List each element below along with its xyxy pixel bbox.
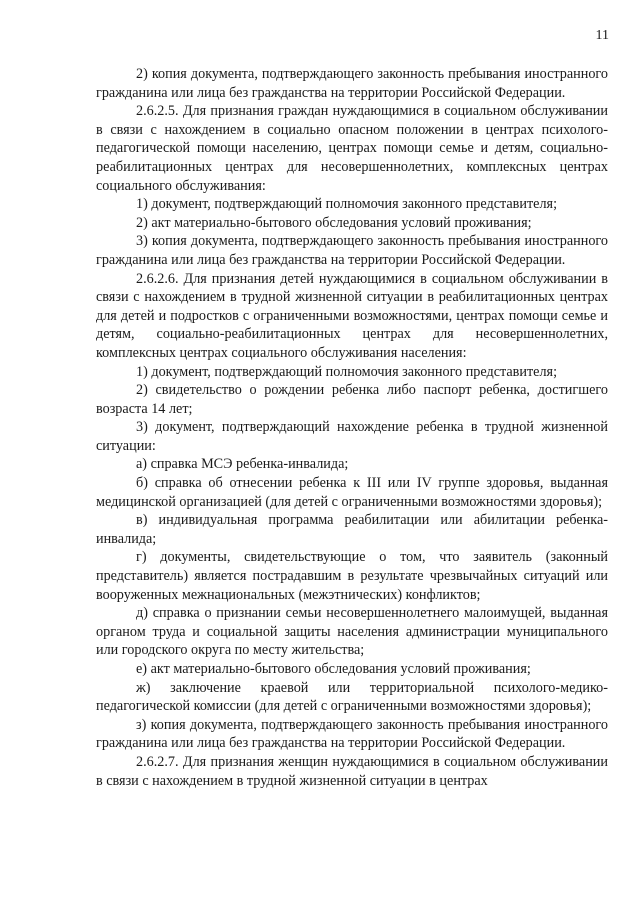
- paragraph: ж) заключение краевой или территориальной психолого-медико-педагогической комиссии (для детей с ограниченными возможностями здоровья);: [96, 679, 608, 715]
- paragraph: 2.6.2.5. Для признания граждан нуждающимися в социальном обслуживании в связи с нахождением в социально опасном положении в центрах психолого-педагогической помощи населению, центрах помощи семье и детям, социально-реабилитационных центрах для несовершеннолетних, комплексных центрах социального обслуживания:: [96, 103, 608, 194]
- paragraph: б) справка об отнесении ребенка к III или IV группе здоровья, выданная медицинской организацией (для детей с ограниченными возможностями здоровья);: [96, 475, 608, 510]
- paragraph: 2) свидетельство о рождении ребенка либо паспорт ребенка, достигшего возраста 14 лет;: [96, 382, 608, 417]
- paragraph: 2.6.2.6. Для признания детей нуждающимися в социальном обслуживании в связи с нахождением в трудной жизненной ситуации в реабилитационных центрах для детей и подростков с ограниченными возможностями, центрах помощи семье и детям, социально-реабилитационных центрах для несовершеннолетних, комплексных центрах социального обслуживания населения:: [96, 270, 608, 361]
- paragraph: 3) копия документа, подтверждающего законность пребывания иностранного гражданина или лица без гражданства на территории Российской Федерации.: [96, 233, 608, 268]
- document-body: [96, 65, 608, 790]
- paragraph: 2) акт материально-бытового обследования условий проживания;: [136, 214, 532, 231]
- paragraph: 3) документ, подтверждающий нахождение ребенка в трудной жизненной ситуации:: [96, 419, 608, 454]
- paragraph: д) справка о признании семьи несовершеннолетнего малоимущей, выданная органом труда и социальной защиты населения администрации муниципального или городского округа по месту жительства;: [96, 605, 608, 659]
- paragraph: 1) документ, подтверждающий полномочия законного представителя;: [136, 196, 558, 213]
- paragraph: г) документы, свидетельствующие о том, что заявитель (законный представитель) является пострадавшим в результате чрезвычайных ситуаций или вооруженных межнациональных (межэтнических) конфликтов;: [96, 549, 608, 603]
- paragraph: е) акт материально-бытового обследования условий проживания;: [136, 661, 531, 677]
- paragraph: 2) копия документа, подтверждающего законность пребывания иностранного гражданина или лица без гражданства на территории Российской Федерации.: [96, 66, 608, 101]
- paragraph: з) копия документа, подтверждающего законность пребывания иностранного гражданина или лица без гражданства на территории Российской Федерации.: [96, 716, 608, 752]
- paragraph: а) справка МСЭ ребенка-инвалида;: [136, 456, 349, 473]
- paragraph: в) индивидуальная программа реабилитации или абилитации ребенка-инвалида;: [96, 512, 608, 547]
- page-number: 11: [595, 28, 609, 43]
- paragraph: 2.6.2.7. Для признания женщин нуждающимися в социальном обслуживании в связи с нахождением в трудной жизненной ситуации в центрах: [96, 753, 608, 789]
- paragraph: 1) документ, подтверждающий полномочия законного представителя;: [136, 363, 558, 380]
